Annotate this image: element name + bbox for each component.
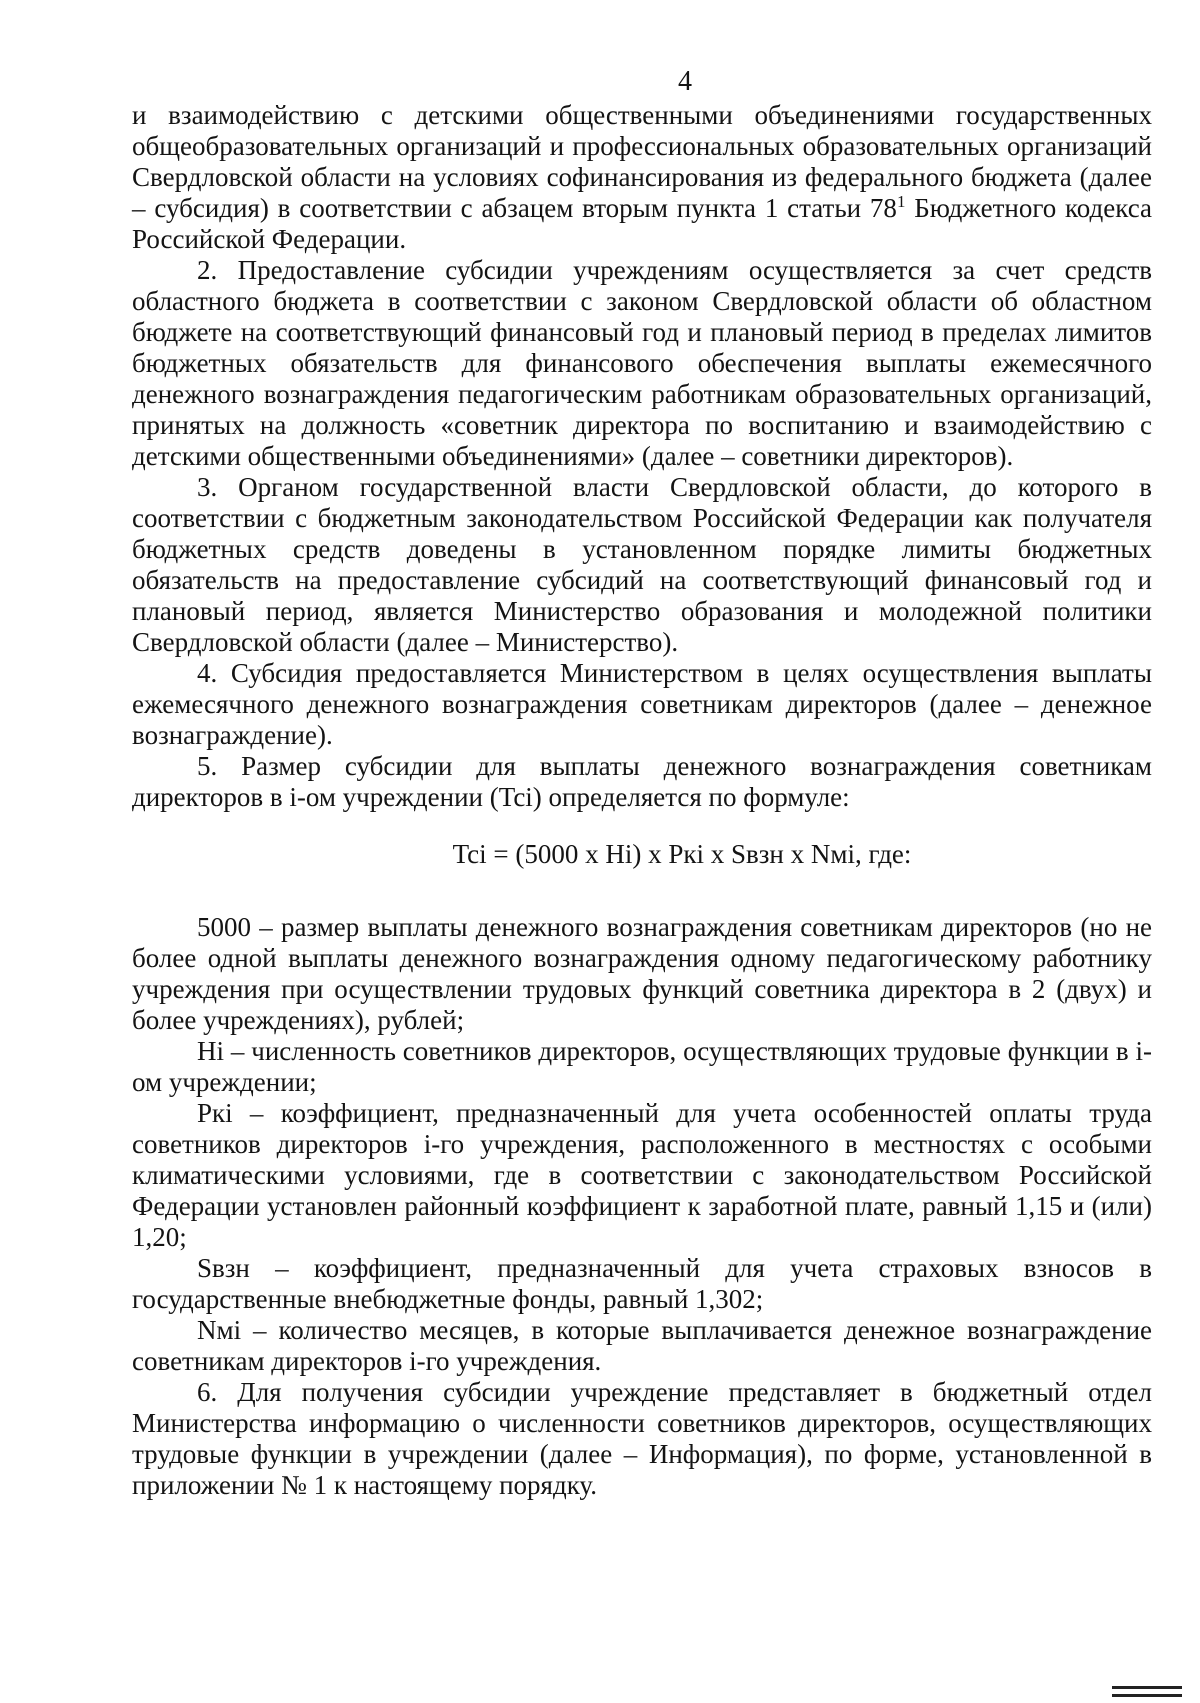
paragraph-6: 6. Для получения субсидии учреждение представляет в бюджетный отдел Министерства информацию о численности советников директоров, осуществляющих трудовые функции в учреждении (далее – Информация), по форме, установленной в приложении № 1 к настоящему порядку.: [132, 1377, 1152, 1500]
article-superscript: 1: [896, 192, 906, 211]
page-number: 4: [678, 66, 692, 97]
paragraph-3: 3. Органом государственной власти Свердловской области, до которого в соответствии с бюджетным законодательством Российской Федерации как получателя бюджетных средств доведены в установленном порядке лимиты бюджетных обязательств на предоставление субсидий на соответствующий финансовый год и плановый период, является Министерство образования и молодежной политики Свердловской области (далее – Министерство).: [132, 472, 1152, 657]
paragraph-1-continuation: [132, 100, 1152, 255]
definition-pki: Pкi – коэффициент, предназначенный для учета особенностей оплаты труда советников директоров i-го учреждения, расположенного в местностях с особыми климатическими условиями, где в соответствии с законодательством Российской Федерации установлен районный коэффициент к заработной плате, равный 1,15 и (или) 1,20;: [132, 1098, 1152, 1252]
paragraph-2: 2. Предоставление субсидии учреждениям осуществляется за счет средств областного бюджета в соответствии с законом Свердловской области об областном бюджете на соответствующий финансовый год и плановый период в пределах лимитов бюджетных обязательств для финансового обеспечения выплаты ежемесячного денежного вознаграждения педагогическим работникам образовательных организаций, принятых на должность «советник директора по воспитанию и взаимодействию с детскими общественными объединениями» (далее – советники директоров).: [132, 255, 1152, 471]
scan-corner-mark: [1112, 1686, 1182, 1697]
definition-svzn: Sвзн – коэффициент, предназначенный для учета страховых взносов в государственные внебюджетные фонды, равный 1,302;: [132, 1253, 1152, 1314]
paragraph-1-text: и взаимодействию с детскими общественными объединениями государственных общеобразовательных организаций и профессиональных образовательных организаций Свердловской области на условиях софинансирования из федерального бюджета (далее – субсидия) в соответствии с абзацем вторым пункта 1 статьи 78: [132, 100, 1152, 223]
subsidy-formula: Tci = (5000 x Hi) x Pкi x Sвзн x Nмi, где:: [452, 839, 912, 869]
paragraph-5: 5. Размер субсидии для выплаты денежного вознаграждения советникам директоров в i-ом учреждении (Tci) определяется по формуле:: [132, 751, 1152, 812]
paragraph-4: 4. Субсидия предоставляется Министерством в целях осуществления выплаты ежемесячного денежного вознаграждения советникам директоров (далее – денежное вознаграждение).: [132, 658, 1152, 750]
paragraph-1-text-end: Бюджетного кодекса Российской Федерации.: [132, 193, 1152, 254]
definition-nmi: Nмi – количество месяцев, в которые выплачивается денежное вознаграждение советникам директоров i-го учреждения.: [132, 1315, 1152, 1376]
definition-5000: 5000 – размер выплаты денежного вознаграждения советникам директоров (но не более одной выплаты денежного вознаграждения одному педагогическому работнику учреждения при осуществлении трудовых функций советника директора в 2 (двух) и более учреждениях), рублей;: [132, 912, 1152, 1035]
definition-hi: Hi – численность советников директоров, осуществляющих трудовые функции в i-ом учреждении;: [132, 1036, 1152, 1097]
document-body: [132, 100, 1152, 1501]
